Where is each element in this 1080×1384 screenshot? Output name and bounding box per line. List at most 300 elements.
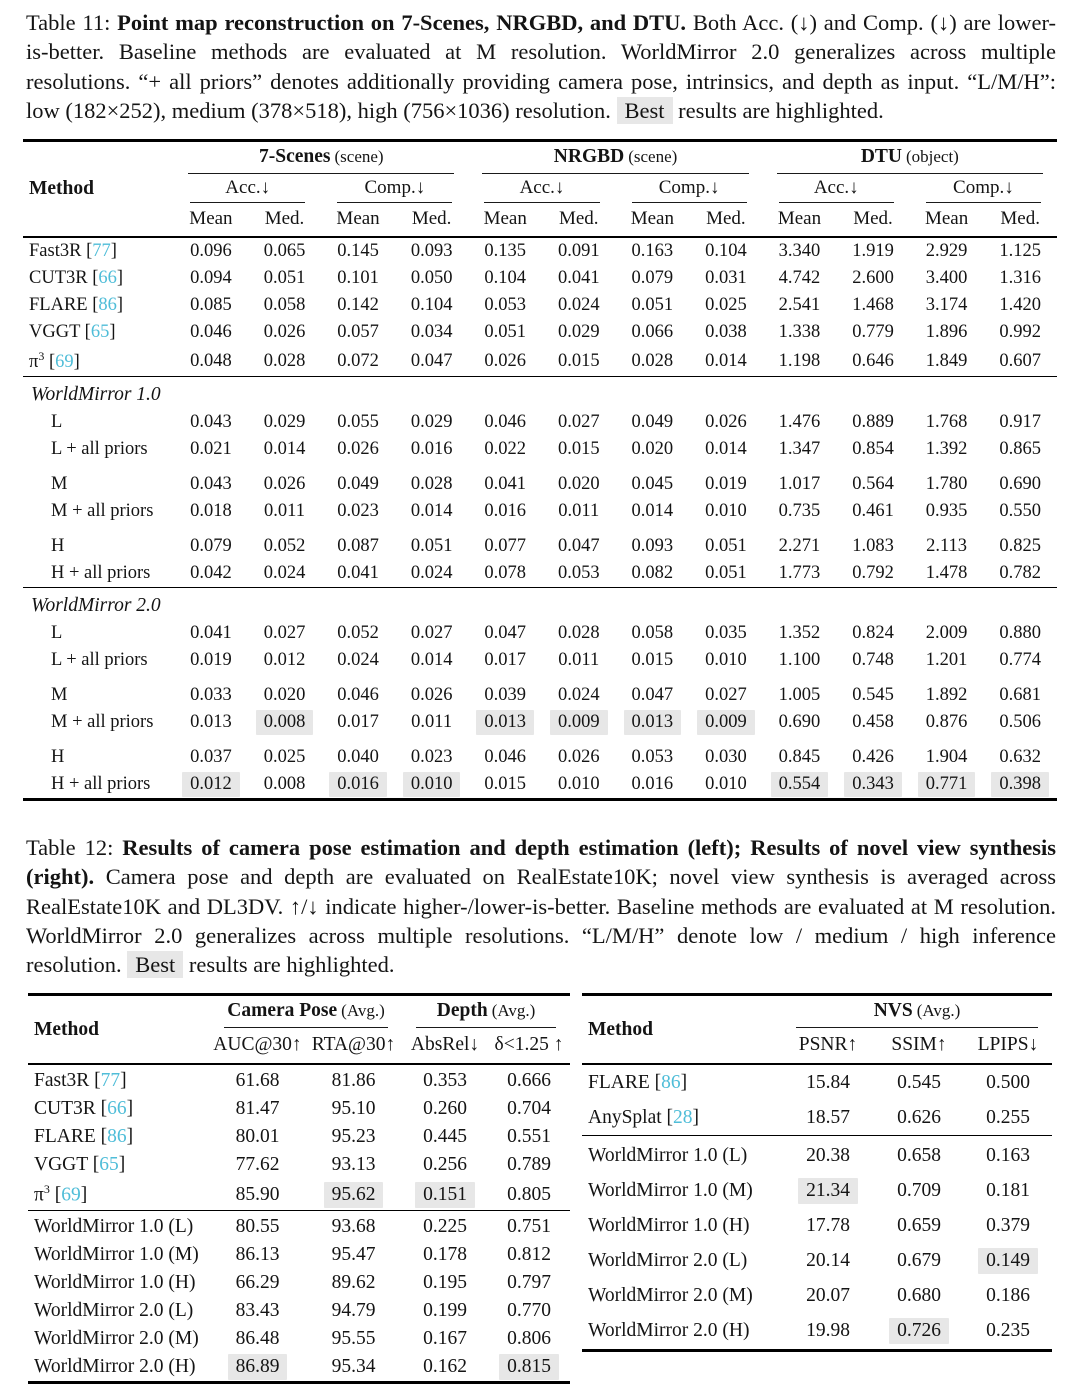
method-cell xyxy=(28,1210,210,1241)
group-name: Camera Pose xyxy=(227,1000,338,1022)
value-cell: 0.041 xyxy=(557,268,600,288)
citation-link[interactable]: 69 xyxy=(55,352,74,373)
value-cell: 0.026 xyxy=(484,350,527,371)
citation-link[interactable]: 65 xyxy=(90,322,110,342)
value-cell: 0.011 xyxy=(264,501,305,522)
citation-link[interactable]: 28 xyxy=(673,1106,693,1128)
method-cell: $\pi^3$ [69] xyxy=(34,1182,88,1206)
best-highlight: Best xyxy=(617,97,673,124)
value-cell: 0.010 xyxy=(557,774,600,795)
citation-link[interactable]: 66 xyxy=(98,268,117,288)
value-cell: 0.047 xyxy=(631,685,674,706)
table-row xyxy=(23,346,1057,377)
value-cell: 0.093 xyxy=(631,536,674,557)
table-row xyxy=(23,560,1057,588)
col-label: δ<1.25 ↑ xyxy=(494,1034,564,1056)
citation-link[interactable]: 77 xyxy=(92,241,111,261)
value-cell: 0.181 xyxy=(986,1180,1030,1202)
value-cell: 19.98 xyxy=(806,1320,850,1342)
value-cell: 80.55 xyxy=(235,1215,280,1237)
value-cell: 0.015 xyxy=(557,439,600,460)
value-cell: 0.057 xyxy=(337,322,379,342)
value-cell: 0.632 xyxy=(999,747,1041,768)
value-cell: 3.340 xyxy=(778,241,821,261)
value-cell: 0.026 xyxy=(705,412,747,433)
table-12-right-header xyxy=(582,995,1052,1065)
value-cell: 0.043 xyxy=(190,412,232,433)
value-cell: 0.037 xyxy=(190,747,232,768)
value-cell: 0.028 xyxy=(557,623,600,644)
citation-link[interactable]: 86 xyxy=(661,1071,681,1093)
caption-title: Point map reconstruction on 7-Scenes, NRGBD, and DTU. xyxy=(117,10,687,35)
value-cell xyxy=(616,709,690,736)
value-cell: 0.024 xyxy=(557,295,600,315)
method-cell xyxy=(28,1241,210,1269)
method-name: π xyxy=(34,1184,44,1206)
value-cell: 4.742 xyxy=(778,268,821,288)
col-label: Med. xyxy=(706,208,746,229)
group-scope: (Avg.) xyxy=(916,1001,961,1021)
citation-link[interactable]: 69 xyxy=(61,1184,81,1206)
value-cell: 0.025 xyxy=(263,747,306,768)
value-cell: 0.011 xyxy=(411,712,453,733)
value-cell xyxy=(782,1174,874,1209)
value-cell: 0.690 xyxy=(778,712,821,733)
value-cell: 0.025 xyxy=(705,295,747,315)
value-cell: 0.013 xyxy=(190,712,232,733)
method-name: WorldMirror 1.0 (M) xyxy=(34,1243,199,1265)
table-row xyxy=(23,292,1057,319)
method-name: Fast3R xyxy=(34,1070,90,1092)
group-name: Depth xyxy=(436,1000,488,1022)
table-row xyxy=(23,647,1057,674)
value-cell: 0.865 xyxy=(999,439,1041,460)
value-cell: 0.142 xyxy=(337,295,379,315)
method-name: H xyxy=(51,747,65,768)
method-cell xyxy=(582,1209,782,1244)
metric-header: Comp.↓ xyxy=(321,174,468,203)
value-cell: 94.79 xyxy=(331,1299,376,1321)
citation-link[interactable]: 65 xyxy=(99,1154,119,1176)
value-cell: 0.010 xyxy=(705,650,747,671)
value-cell: 0.011 xyxy=(558,650,600,671)
value-cell: 0.101 xyxy=(337,268,379,288)
value-cell: 0.093 xyxy=(410,241,453,261)
method-name: VGGT xyxy=(34,1154,88,1176)
value-cell: 1.849 xyxy=(925,350,968,371)
method-cell: AnySplat [28] xyxy=(588,1106,700,1128)
value-cell: 0.426 xyxy=(852,747,894,768)
method-cell: FLARE [86] xyxy=(29,295,124,315)
best-value: 0.815 xyxy=(499,1354,559,1380)
value-cell: 1.476 xyxy=(778,412,821,433)
value-cell: 0.052 xyxy=(337,623,379,644)
value-cell: 77.62 xyxy=(235,1154,280,1176)
value-cell: 0.195 xyxy=(423,1271,467,1293)
value-cell: 20.14 xyxy=(806,1250,850,1272)
value-cell: 0.445 xyxy=(423,1126,467,1148)
value-cell: 0.031 xyxy=(705,268,747,288)
value-cell: 0.078 xyxy=(484,563,527,584)
col-label: Mean xyxy=(336,208,380,229)
table-row xyxy=(28,1064,570,1095)
value-cell: 0.104 xyxy=(705,241,747,261)
value-cell: 0.751 xyxy=(507,1215,551,1237)
value-cell: 0.017 xyxy=(484,650,527,671)
value-cell: 0.087 xyxy=(337,536,379,557)
value-cell: 86.48 xyxy=(235,1327,280,1349)
group-name: 7-Scenes xyxy=(259,146,331,167)
value-cell: 0.020 xyxy=(557,474,600,495)
best-value: 0.012 xyxy=(182,772,240,797)
value-cell: 0.094 xyxy=(190,268,232,288)
value-cell: 0.789 xyxy=(507,1154,551,1176)
best-value: 0.151 xyxy=(415,1182,475,1208)
value-cell: 1.017 xyxy=(778,474,821,495)
best-value: 0.554 xyxy=(771,772,829,797)
value-cell: 0.461 xyxy=(852,501,894,522)
method-name: WorldMirror 2.0 (H) xyxy=(588,1320,750,1342)
method-name: L xyxy=(51,623,63,644)
value-cell: 0.551 xyxy=(507,1126,551,1148)
value-cell: 0.028 xyxy=(410,474,453,495)
value-cell: 20.07 xyxy=(806,1285,850,1307)
table-section xyxy=(582,1064,1052,1136)
value-cell: 0.041 xyxy=(337,563,379,584)
best-value: 95.62 xyxy=(324,1182,384,1208)
method-cell xyxy=(23,647,174,674)
best-value: 86.89 xyxy=(228,1354,288,1380)
value-cell: 0.876 xyxy=(925,712,968,733)
method-name: WorldMirror 1.0 (L) xyxy=(34,1215,194,1237)
value-cell: 81.47 xyxy=(235,1098,280,1120)
method-cell: FLARE [86] xyxy=(34,1126,134,1148)
col-label: Med. xyxy=(1000,208,1040,229)
method-cell xyxy=(23,620,174,647)
method-name: H + all priors xyxy=(51,774,151,795)
group-scope: (object) xyxy=(905,147,959,166)
value-cell: 0.028 xyxy=(631,350,674,371)
table-row xyxy=(582,1136,1052,1174)
value-cell: 17.78 xyxy=(806,1215,850,1237)
value-cell: 86.13 xyxy=(235,1243,280,1265)
value-cell: 0.014 xyxy=(631,501,674,522)
value-cell xyxy=(910,771,984,800)
table-row xyxy=(582,1064,1052,1100)
value-cell: 0.008 xyxy=(263,774,306,795)
value-cell xyxy=(402,1179,488,1210)
table-section xyxy=(23,588,1057,800)
value-cell: 0.681 xyxy=(999,685,1041,706)
value-cell: 0.379 xyxy=(986,1215,1030,1237)
method-cell: Fast3R [77] xyxy=(34,1070,127,1092)
group-header-7scenes xyxy=(174,141,468,175)
value-cell: 0.014 xyxy=(410,501,453,522)
method-column-header: Method xyxy=(29,178,94,199)
value-cell: 1.420 xyxy=(999,295,1041,315)
value-cell: 95.55 xyxy=(331,1327,376,1349)
value-cell: 0.016 xyxy=(631,774,674,795)
value-cell: 0.792 xyxy=(852,563,894,584)
value-cell: 0.735 xyxy=(778,501,821,522)
value-cell xyxy=(763,771,837,800)
value-cell xyxy=(174,771,248,800)
value-cell: 61.68 xyxy=(235,1070,280,1092)
value-cell: 0.825 xyxy=(999,536,1041,557)
value-cell: 1.198 xyxy=(778,350,821,371)
value-cell: 0.050 xyxy=(410,268,453,288)
citation-link[interactable]: 86 xyxy=(107,1126,127,1148)
table-section xyxy=(23,237,1057,377)
value-cell: 0.029 xyxy=(263,412,306,433)
table-row xyxy=(23,674,1057,709)
value-cell: 0.023 xyxy=(337,501,379,522)
value-cell: 0.353 xyxy=(423,1070,467,1092)
value-cell: 0.065 xyxy=(263,241,306,261)
value-cell xyxy=(468,709,542,736)
method-name: CUT3R xyxy=(34,1098,96,1120)
method-cell xyxy=(582,1136,782,1174)
value-cell: 0.051 xyxy=(263,268,306,288)
value-cell: 95.34 xyxy=(331,1355,376,1377)
value-cell: 0.020 xyxy=(263,685,306,706)
method-cell xyxy=(23,409,174,436)
method-name: L + all priors xyxy=(51,439,148,460)
value-cell xyxy=(836,771,910,800)
value-cell: 0.167 xyxy=(423,1327,467,1349)
value-cell: 18.57 xyxy=(806,1106,850,1128)
value-cell: 0.066 xyxy=(631,322,674,342)
value-cell: 0.935 xyxy=(925,501,968,522)
value-cell: 0.015 xyxy=(557,350,600,371)
table-12-left-header xyxy=(28,995,570,1065)
metric-header: Comp.↓ xyxy=(616,174,763,203)
value-cell: 0.163 xyxy=(986,1145,1030,1167)
method-cell xyxy=(28,1269,210,1297)
table-row xyxy=(23,709,1057,736)
best-value: 0.149 xyxy=(978,1248,1038,1274)
value-cell: 1.347 xyxy=(778,439,821,460)
col-label: AUC@30↑ xyxy=(213,1034,302,1056)
value-cell xyxy=(210,1353,305,1383)
method-cell xyxy=(28,1297,210,1325)
table-section xyxy=(28,1210,570,1382)
value-cell xyxy=(321,771,395,800)
value-cell: 0.039 xyxy=(484,685,527,706)
value-cell: 1.201 xyxy=(925,650,968,671)
value-cell: 0.500 xyxy=(986,1071,1030,1093)
method-cell: VGGT [65] xyxy=(34,1154,126,1176)
caption-text: Camera pose and depth are evaluated on RealEstate10K; novel view synthesis is averaged across RealEstate10K and DL3DV. ↑/↓ indicate higher-/lower-is-better. Baseline methods are evaluated at M resolution. WorldMirror 2.0 generalizes across multiple resolutions. “L/M/H” denote low / medium / high inference resolution. xyxy=(26,864,1056,978)
best-value: 0.013 xyxy=(476,710,534,735)
value-cell: 0.260 xyxy=(423,1098,467,1120)
value-cell: 0.666 xyxy=(507,1070,551,1092)
value-cell: 1.125 xyxy=(999,241,1041,261)
value-cell: 0.077 xyxy=(484,536,527,557)
method-name: M xyxy=(51,474,68,495)
method-superscript: 3 xyxy=(43,1182,50,1197)
value-cell: 0.104 xyxy=(410,295,453,315)
value-cell: 3.174 xyxy=(925,295,968,315)
value-cell: 0.011 xyxy=(558,501,600,522)
group-header-dtu xyxy=(763,141,1057,175)
value-cell: 0.550 xyxy=(999,501,1041,522)
value-cell: 0.019 xyxy=(190,650,232,671)
method-name: WorldMirror 1.0 (H) xyxy=(588,1215,750,1237)
value-cell: 0.104 xyxy=(484,268,527,288)
value-cell: 0.026 xyxy=(557,747,600,768)
value-cell: 0.046 xyxy=(337,685,379,706)
value-cell: 0.024 xyxy=(410,563,453,584)
value-cell: 0.046 xyxy=(190,322,232,342)
col-label: Mean xyxy=(924,208,969,229)
method-cell: FLARE [86] xyxy=(588,1071,688,1093)
value-cell: 1.768 xyxy=(925,412,968,433)
group-header-depth xyxy=(402,995,570,1029)
method-cell: CUT3R [66] xyxy=(34,1098,134,1120)
value-cell: 0.047 xyxy=(557,536,600,557)
value-cell: 0.178 xyxy=(423,1243,467,1265)
method-name: FLARE xyxy=(29,295,88,315)
group-header-camera-pose xyxy=(210,995,402,1029)
group-header-nrgbd xyxy=(468,141,762,175)
value-cell: 1.100 xyxy=(778,650,821,671)
citation-link[interactable]: 77 xyxy=(100,1070,121,1092)
value-cell: 0.017 xyxy=(337,712,379,733)
method-name: FLARE xyxy=(34,1126,96,1148)
group-scope: (scene) xyxy=(628,147,678,166)
caption-label: Table 12: xyxy=(26,835,114,861)
value-cell: 0.048 xyxy=(190,350,232,371)
value-cell: 0.041 xyxy=(190,623,232,644)
method-name: L xyxy=(51,412,63,433)
best-value: 0.343 xyxy=(844,772,902,797)
table-row xyxy=(23,463,1057,498)
method-name: WorldMirror 1.0 (L) xyxy=(588,1145,748,1167)
value-cell: 0.015 xyxy=(631,650,674,671)
caption-title: Results of camera pose estimation and depth estimation (left); Results of novel view synthesis (right). xyxy=(26,835,1056,890)
best-value: 0.009 xyxy=(697,710,755,735)
value-cell: 1.468 xyxy=(852,295,894,315)
value-cell: 0.145 xyxy=(337,241,379,261)
value-cell: 85.90 xyxy=(235,1183,280,1205)
method-name: M + all priors xyxy=(51,712,154,733)
table-row xyxy=(582,1314,1052,1351)
method-cell xyxy=(28,1325,210,1353)
table-row xyxy=(23,319,1057,346)
method-name: π xyxy=(29,352,39,373)
value-cell: 0.854 xyxy=(852,439,894,460)
value-cell: 0.042 xyxy=(190,563,232,584)
method-superscript: 3 xyxy=(38,349,45,363)
value-cell: 0.091 xyxy=(557,241,600,261)
value-cell: 0.010 xyxy=(705,501,747,522)
method-cell xyxy=(582,1174,782,1209)
value-cell: 0.235 xyxy=(986,1320,1030,1342)
value-cell: 0.917 xyxy=(999,412,1041,433)
value-cell: 0.162 xyxy=(423,1355,467,1377)
value-cell: 0.034 xyxy=(410,322,453,342)
value-cell: 0.029 xyxy=(557,322,600,342)
value-cell: 0.046 xyxy=(484,747,527,768)
value-cell: 0.058 xyxy=(263,295,306,315)
value-cell: 0.019 xyxy=(705,474,747,495)
best-value: 0.008 xyxy=(256,710,314,735)
value-cell: 0.022 xyxy=(484,439,527,460)
table-12-right xyxy=(582,993,1052,1352)
method-name: H + all priors xyxy=(51,563,151,584)
value-cell: 0.012 xyxy=(263,650,306,671)
method-cell xyxy=(28,1353,210,1383)
value-cell: 0.053 xyxy=(484,295,527,315)
metric-header: Acc.↓ xyxy=(174,174,321,203)
value-cell: 1.083 xyxy=(852,536,894,557)
value-cell: 0.041 xyxy=(484,474,527,495)
value-cell: 2.113 xyxy=(926,536,968,557)
method-name: H xyxy=(51,536,65,557)
value-cell: 0.026 xyxy=(337,439,379,460)
value-cell: 0.880 xyxy=(999,623,1041,644)
value-cell: 0.646 xyxy=(852,350,894,371)
value-cell: 81.86 xyxy=(331,1070,376,1092)
value-cell: 0.545 xyxy=(852,685,894,706)
value-cell: 0.026 xyxy=(263,474,306,495)
value-cell: 0.053 xyxy=(557,563,600,584)
method-name: WorldMirror 2.0 (M) xyxy=(588,1285,753,1307)
table-row xyxy=(28,1179,570,1210)
col-label: Mean xyxy=(777,208,822,229)
col-label: Med. xyxy=(264,208,305,229)
value-cell: 0.072 xyxy=(337,350,379,371)
value-cell: 0.030 xyxy=(705,747,747,768)
value-cell: 0.806 xyxy=(507,1327,551,1349)
method-name: Fast3R xyxy=(29,241,82,261)
table-11-header xyxy=(23,141,1057,238)
value-cell: 0.770 xyxy=(507,1299,551,1321)
table-row xyxy=(28,1210,570,1241)
value-cell: 0.704 xyxy=(507,1098,551,1120)
citation-link[interactable]: 66 xyxy=(107,1098,127,1120)
value-cell: 0.024 xyxy=(337,650,379,671)
table-row xyxy=(28,1241,570,1269)
value-cell: 1.780 xyxy=(925,474,968,495)
method-name: FLARE xyxy=(588,1071,650,1093)
caption-text: Both Acc. (↓) and Comp. (↓) are lower-is-better. Baseline methods are evaluated at M resolution. WorldMirror 2.0 generalizes across multiple resolutions. “+ all priors” denotes additionally providing camera pose, intrinsics, and depth as input. “L/M/H”: low (182×252), medium (378×518), high (756×1036) resolution. xyxy=(26,10,1056,123)
table-row xyxy=(23,409,1057,436)
value-cell: 80.01 xyxy=(235,1126,280,1148)
value-cell: 0.458 xyxy=(852,712,894,733)
value-cell: 0.626 xyxy=(897,1106,941,1128)
method-name: WorldMirror 2.0 (M) xyxy=(34,1327,199,1349)
method-name: WorldMirror 2.0 (L) xyxy=(588,1250,748,1272)
value-cell: 0.014 xyxy=(263,439,306,460)
value-cell: 0.680 xyxy=(897,1285,941,1307)
value-cell: 0.027 xyxy=(557,412,600,433)
col-label: RTA@30↑ xyxy=(311,1034,396,1056)
col-label: SSIM↑ xyxy=(891,1034,947,1056)
citation-link[interactable]: 86 xyxy=(98,295,117,315)
value-cell: 0.047 xyxy=(484,623,527,644)
value-cell: 0.027 xyxy=(263,623,306,644)
value-cell xyxy=(542,709,616,736)
value-cell: 0.014 xyxy=(410,650,453,671)
table-row xyxy=(28,1325,570,1353)
method-cell xyxy=(23,709,174,736)
best-value: 0.398 xyxy=(991,772,1049,797)
table-row xyxy=(23,265,1057,292)
value-cell: 0.545 xyxy=(897,1071,941,1093)
value-cell: 0.051 xyxy=(631,295,674,315)
